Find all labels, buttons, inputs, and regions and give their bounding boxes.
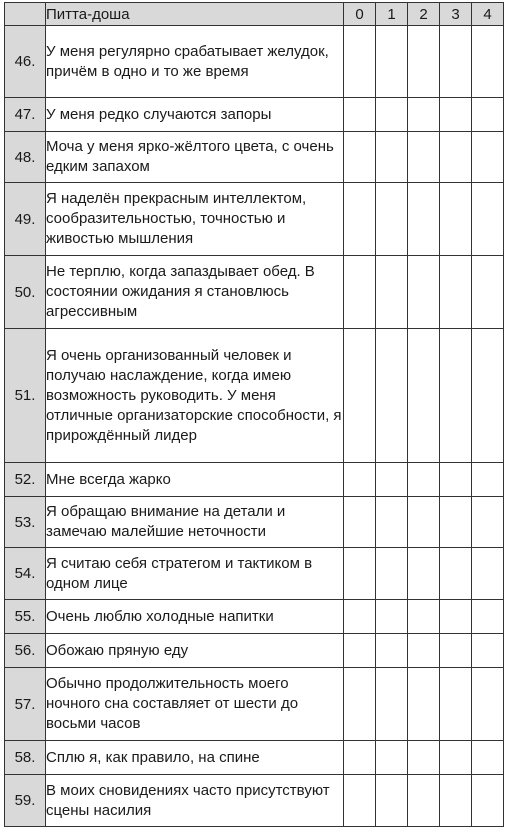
- row-number: 52.: [5, 463, 46, 497]
- row-statement: В моих сновидениях часто присутствуют сцены насилия: [46, 775, 344, 827]
- table-row: [5, 26, 504, 98]
- score-cell-3[interactable]: [440, 98, 472, 132]
- table-title: Питта-доша: [46, 3, 344, 26]
- score-cell-3[interactable]: [440, 256, 472, 329]
- row-number: 58.: [5, 741, 46, 775]
- table-row: [5, 497, 504, 548]
- score-header-1: 1: [376, 3, 408, 26]
- score-cell-3[interactable]: [440, 463, 472, 497]
- header-number-cell: [5, 3, 46, 26]
- table-row: [5, 463, 504, 497]
- dosha-questionnaire-table: [4, 2, 504, 827]
- score-cell-1[interactable]: [376, 741, 408, 775]
- table-row: [5, 548, 504, 600]
- score-header-2: 2: [408, 3, 440, 26]
- score-cell-2[interactable]: [408, 497, 440, 548]
- table-row: [5, 183, 504, 256]
- row-statement: Не терплю, когда запаздывает обед. В состоянии ожидания я становлюсь агрессивным: [46, 256, 344, 329]
- row-number: 56.: [5, 634, 46, 668]
- row-number: 48.: [5, 132, 46, 183]
- score-cell-0[interactable]: [344, 775, 376, 827]
- score-cell-4[interactable]: [472, 634, 504, 668]
- row-number: 50.: [5, 256, 46, 329]
- row-statement: Обожаю пряную еду: [46, 634, 344, 668]
- score-cell-1[interactable]: [376, 256, 408, 329]
- score-cell-2[interactable]: [408, 98, 440, 132]
- score-cell-0[interactable]: [344, 634, 376, 668]
- score-cell-0[interactable]: [344, 497, 376, 548]
- score-cell-3[interactable]: [440, 497, 472, 548]
- score-header-4: 4: [472, 3, 504, 26]
- table-row: [5, 741, 504, 775]
- score-cell-1[interactable]: [376, 600, 408, 634]
- table-row: [5, 256, 504, 329]
- score-cell-3[interactable]: [440, 548, 472, 600]
- row-number: 55.: [5, 600, 46, 634]
- score-header-3: 3: [440, 3, 472, 26]
- score-cell-3[interactable]: [440, 132, 472, 183]
- table-row: [5, 600, 504, 634]
- score-cell-1[interactable]: [376, 497, 408, 548]
- score-cell-0[interactable]: [344, 183, 376, 256]
- row-statement: Я наделён прекрасным интеллектом, сообразительностью, точностью и живостью мышления: [46, 183, 344, 256]
- score-cell-1[interactable]: [376, 98, 408, 132]
- table-row: [5, 668, 504, 741]
- score-cell-4[interactable]: [472, 329, 504, 463]
- score-cell-2[interactable]: [408, 256, 440, 329]
- score-cell-3[interactable]: [440, 329, 472, 463]
- score-cell-0[interactable]: [344, 741, 376, 775]
- score-cell-1[interactable]: [376, 26, 408, 98]
- row-statement: У меня редко случаются запоры: [46, 98, 344, 132]
- score-cell-2[interactable]: [408, 775, 440, 827]
- score-cell-4[interactable]: [472, 600, 504, 634]
- row-number: 59.: [5, 775, 46, 827]
- row-number: 47.: [5, 98, 46, 132]
- row-statement: Я считаю себя стратегом и тактиком в одном лице: [46, 548, 344, 600]
- score-header-0: 0: [344, 3, 376, 26]
- score-cell-0[interactable]: [344, 329, 376, 463]
- score-cell-4[interactable]: [472, 775, 504, 827]
- score-cell-4[interactable]: [472, 26, 504, 98]
- score-cell-4[interactable]: [472, 668, 504, 741]
- score-cell-0[interactable]: [344, 132, 376, 183]
- score-cell-0[interactable]: [344, 26, 376, 98]
- header-row: [5, 3, 504, 26]
- score-cell-1[interactable]: [376, 775, 408, 827]
- score-cell-1[interactable]: [376, 132, 408, 183]
- row-statement: Я очень организованный человек и получаю наслаждение, когда имею возможность руководить. У меня отличные организаторские способности, я прирождённый лидер: [46, 329, 344, 463]
- row-number: 49.: [5, 183, 46, 256]
- score-cell-2[interactable]: [408, 600, 440, 634]
- table-row: [5, 132, 504, 183]
- row-statement: Очень люблю холодные напитки: [46, 600, 344, 634]
- score-cell-2[interactable]: [408, 463, 440, 497]
- score-cell-4[interactable]: [472, 497, 504, 548]
- score-cell-4[interactable]: [472, 183, 504, 256]
- score-cell-2[interactable]: [408, 741, 440, 775]
- score-cell-0[interactable]: [344, 98, 376, 132]
- score-cell-3[interactable]: [440, 741, 472, 775]
- score-cell-1[interactable]: [376, 634, 408, 668]
- score-cell-0[interactable]: [344, 668, 376, 741]
- score-cell-3[interactable]: [440, 600, 472, 634]
- row-statement: Сплю я, как правило, на спине: [46, 741, 344, 775]
- score-cell-3[interactable]: [440, 26, 472, 98]
- score-cell-1[interactable]: [376, 183, 408, 256]
- score-cell-2[interactable]: [408, 132, 440, 183]
- score-cell-2[interactable]: [408, 548, 440, 600]
- table-row: [5, 634, 504, 668]
- row-statement: Обычно продолжительность моего ночного сна составляет от шести до восьми часов: [46, 668, 344, 741]
- row-number: 53.: [5, 497, 46, 548]
- score-cell-3[interactable]: [440, 183, 472, 256]
- table-row: [5, 775, 504, 827]
- score-cell-4[interactable]: [472, 741, 504, 775]
- score-cell-1[interactable]: [376, 329, 408, 463]
- score-cell-3[interactable]: [440, 775, 472, 827]
- row-statement: У меня регулярно срабатывает желудок, причём в одно и то же время: [46, 26, 344, 98]
- score-cell-4[interactable]: [472, 98, 504, 132]
- score-cell-2[interactable]: [408, 634, 440, 668]
- score-cell-4[interactable]: [472, 463, 504, 497]
- score-cell-2[interactable]: [408, 668, 440, 741]
- score-cell-1[interactable]: [376, 548, 408, 600]
- score-cell-1[interactable]: [376, 463, 408, 497]
- table-row: [5, 98, 504, 132]
- score-cell-3[interactable]: [440, 634, 472, 668]
- row-statement: Моча у меня ярко-жёлтого цвета, с очень едким запахом: [46, 132, 344, 183]
- score-cell-3[interactable]: [440, 668, 472, 741]
- score-cell-0[interactable]: [344, 256, 376, 329]
- row-statement: Я обращаю внимание на детали и замечаю малейшие неточности: [46, 497, 344, 548]
- score-cell-0[interactable]: [344, 463, 376, 497]
- row-statement: Мне всегда жарко: [46, 463, 344, 497]
- row-number: 54.: [5, 548, 46, 600]
- score-cell-0[interactable]: [344, 548, 376, 600]
- score-cell-4[interactable]: [472, 132, 504, 183]
- score-cell-2[interactable]: [408, 183, 440, 256]
- row-number: 51.: [5, 329, 46, 463]
- score-cell-2[interactable]: [408, 329, 440, 463]
- score-cell-0[interactable]: [344, 600, 376, 634]
- score-cell-4[interactable]: [472, 256, 504, 329]
- row-number: 57.: [5, 668, 46, 741]
- row-number: 46.: [5, 26, 46, 98]
- table-row: [5, 329, 504, 463]
- score-cell-2[interactable]: [408, 26, 440, 98]
- score-cell-1[interactable]: [376, 668, 408, 741]
- score-cell-4[interactable]: [472, 548, 504, 600]
